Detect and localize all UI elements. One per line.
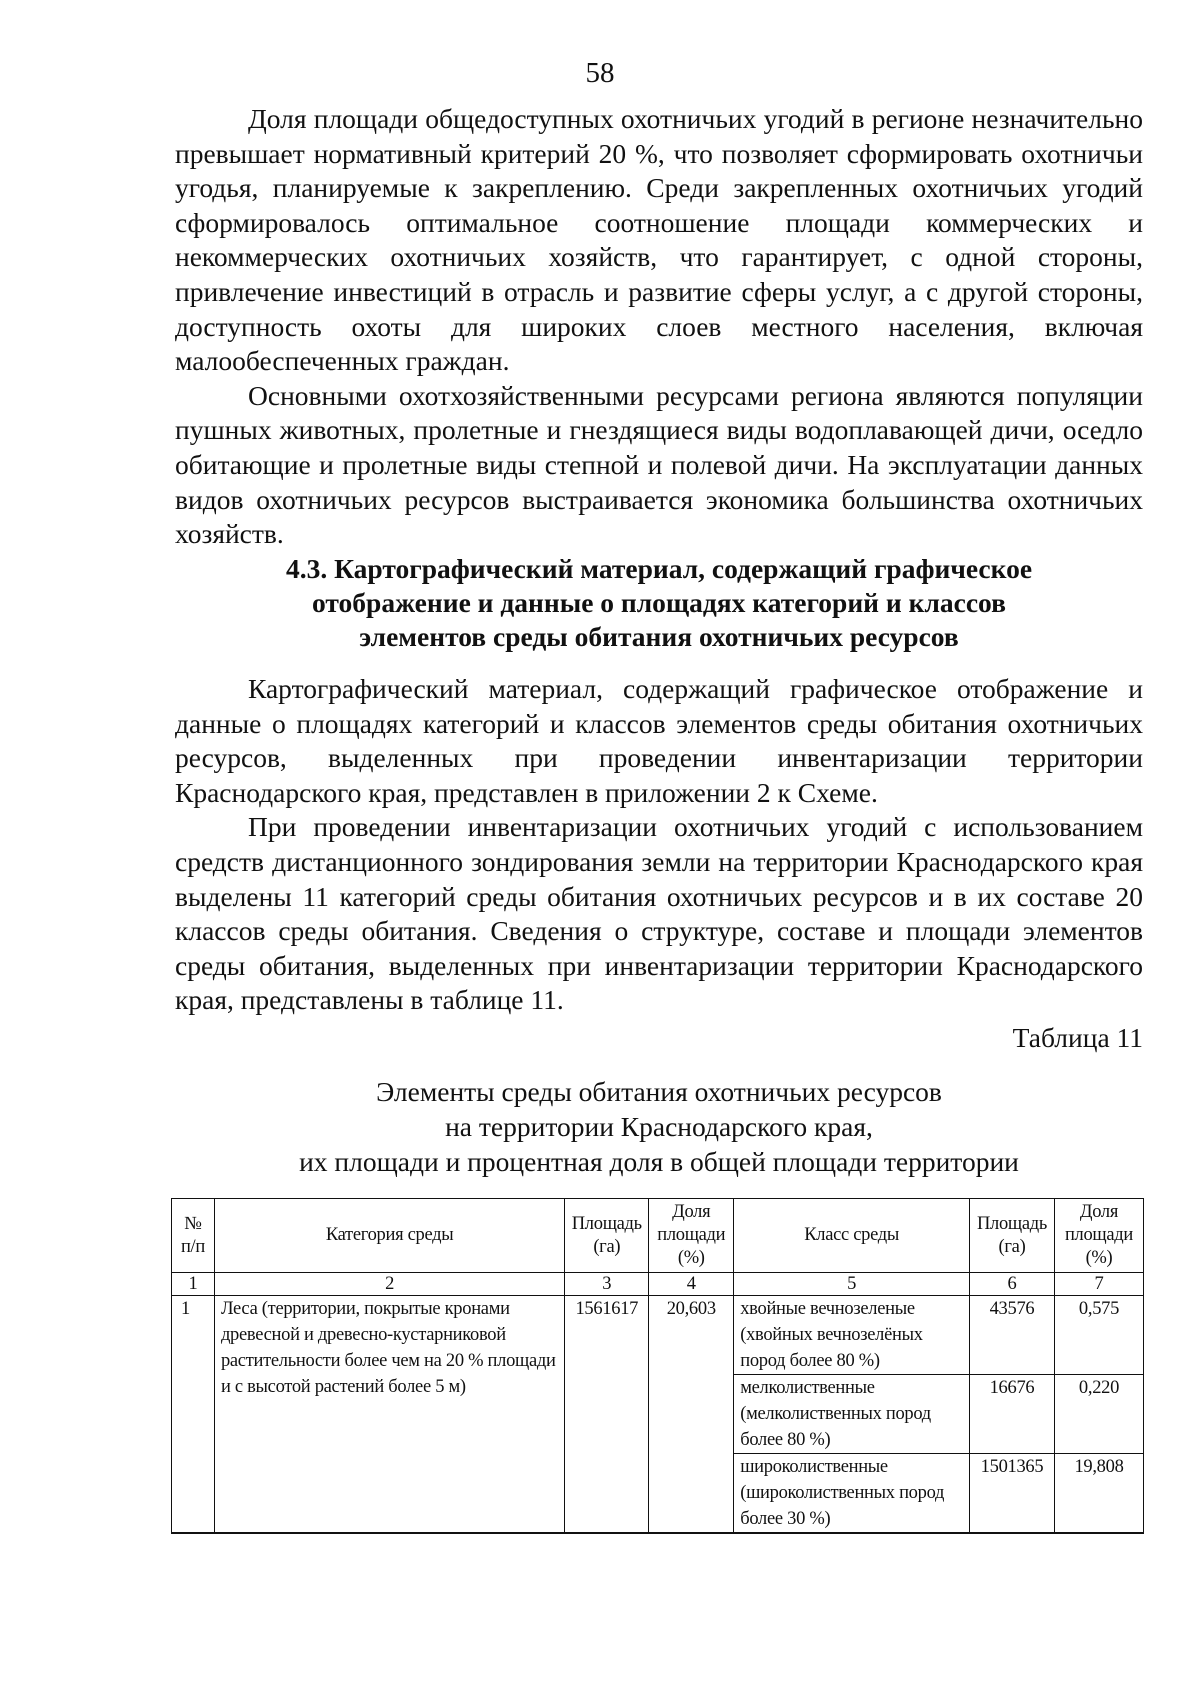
paragraph: При проведении инвентаризации охотничьих угодий с использованием средств дистанционного зондирования земли на территории Краснодарского края выделены 11 категорий среды обитания охотничьих ресурсов и в их составе 20 классов среды обитания. Сведения о структуре, составе и площади элементов среды обитания, выделенных при инвентаризации территории Краснодарского края, представлены в таблице 11. (175, 811, 1143, 1016)
paragraph: Картографический материал, содержащий графическое отображение и данные о площадях категорий и классов элементов среды обитания охотничьих ресурсов, выделенных при проведении инвентаризации территории Краснодарского края, представлен в приложении 2 к Схеме. (175, 673, 1143, 808)
column-number: 5 (734, 1273, 970, 1296)
section-heading-line: элементов среды обитания охотничьих ресурсов (359, 621, 959, 652)
header-class-area: Площадь (га) (970, 1199, 1055, 1273)
class-share-cell: 0,220 (1054, 1375, 1143, 1454)
body-text-top (175, 102, 1143, 552)
class-share-cell: 0,575 (1054, 1296, 1143, 1375)
class-area-cell: 1501365 (970, 1454, 1055, 1534)
header-category: Категория среды (214, 1199, 564, 1273)
section-heading-line: 4.3. Картографический материал, содержащий графическое (285, 553, 1033, 584)
body-text-bottom (175, 672, 1143, 1018)
category-share-cell: 20,603 (649, 1296, 734, 1534)
row-number: 1 (172, 1296, 215, 1534)
class-area-cell: 43576 (970, 1296, 1055, 1375)
class-cell: хвойные вечнозеленые (хвойных вечнозелёных пород более 80 %) (734, 1296, 970, 1375)
class-cell: мелколиственные (мелколиственных пород более 80 %) (734, 1375, 970, 1454)
table-title (175, 1074, 1143, 1179)
class-share-cell: 19,808 (1054, 1454, 1143, 1534)
header-class: Класс среды (734, 1199, 970, 1273)
table-title-line: на территории Краснодарского края, (445, 1111, 873, 1142)
column-number: 2 (214, 1273, 564, 1296)
column-number-row (172, 1273, 1144, 1296)
paragraph: Доля площади общедоступных охотничьих угодий в регионе незначительно превышает нормативный критерий 20 %, что позволяет сформировать охотничьи угодья, планируемые к закреплению. Среди закрепленных охотничьих угодий сформировалось оптимальное соотношение площади коммерческих и некоммерческих охотничьих хозяйств, что гарантирует, с одной стороны, привлечение инвестиций в отрасль и развитие сферы услуг, а с другой стороны, доступность охоты для широких слоев местного населения, включая малообеспеченных граждан. (175, 103, 1143, 377)
section-heading-line: отображение и данные о площадях категорий и классов (312, 587, 1006, 618)
table-title-line: их площади и процентная доля в общей площади территории (299, 1146, 1019, 1177)
category-cell: Леса (территории, покрытые кронами древесной и древесно-кустарниковой растительности более чем на 20 % площади и с высотой растений более 5 м) (214, 1296, 564, 1534)
paragraph: Основными охотхозяйственными ресурсами региона являются популяции пушных животных, пролетные и гнездящиеся виды водоплавающей дичи, оседло обитающие и пролетные виды степной и полевой дичи. На эксплуатации данных видов охотничьих ресурсов выстраивается экономика большинства охотничьих хозяйств. (175, 379, 1143, 550)
column-number: 4 (649, 1273, 734, 1296)
header-category-area: Площадь (га) (565, 1199, 649, 1273)
section-heading (175, 552, 1143, 654)
table-row (172, 1296, 1144, 1375)
column-number: 6 (970, 1273, 1055, 1296)
header-category-share: Доля площади (%) (649, 1199, 734, 1273)
page-number: 58 (585, 57, 615, 89)
table-header-row (172, 1199, 1144, 1273)
column-number: 3 (565, 1273, 649, 1296)
class-cell: широколиственные (широколиственных пород более 30 %) (734, 1454, 970, 1534)
column-number: 7 (1054, 1273, 1143, 1296)
table-title-line: Элементы среды обитания охотничьих ресурсов (376, 1076, 942, 1107)
header-num: № п/п (172, 1199, 215, 1273)
table-label: Таблица 11 (1012, 1022, 1143, 1053)
column-number: 1 (172, 1273, 215, 1296)
category-area-cell: 1561617 (565, 1296, 649, 1534)
class-area-cell: 16676 (970, 1375, 1055, 1454)
habitat-table (171, 1198, 1144, 1534)
header-class-share: Доля площади (%) (1054, 1199, 1143, 1273)
